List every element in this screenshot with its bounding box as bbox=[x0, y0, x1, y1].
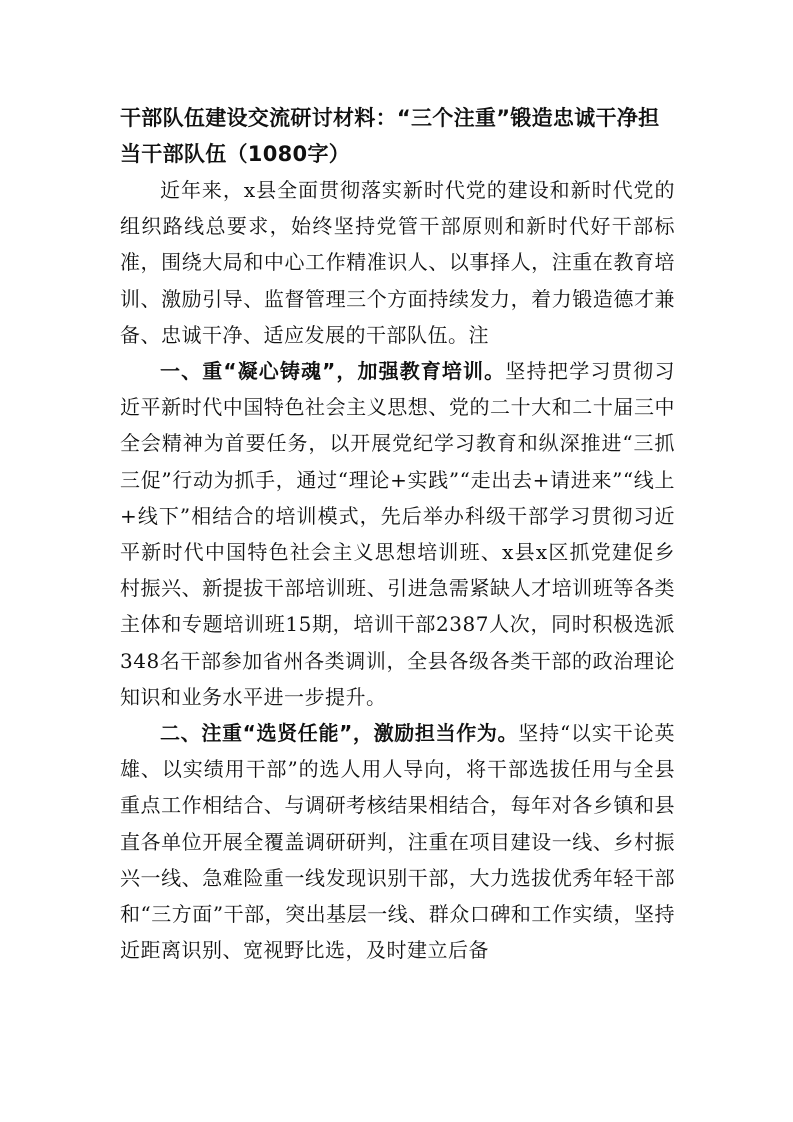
section-one-heading: 一、重“凝心铸魂”，加强教育培训。 bbox=[160, 359, 506, 384]
intro-paragraph bbox=[120, 172, 675, 353]
section-two-text: 坚持“以实干论英雄、以实绩用干部”的选人用人导向，将干部选拔任用与全县重点工作相结合、与调研考核结果相结合，每年对各乡镇和县直各单位开展全覆盖调研研判，注重在项目建设一线、乡村振兴一线、急难险重一线发现识别干部，大力选拔优秀年轻干部和“三方面”干部，突出基层一线、群众口碑和工作实绩，坚持近距离识别、宽视野比选，及时建立后备 bbox=[120, 721, 675, 963]
section-one-paragraph bbox=[120, 353, 675, 715]
section-two-paragraph bbox=[120, 715, 675, 968]
section-one-text: 坚持把学习贯彻习近平新时代中国特色社会主义思想、党的二十大和二十届三中全会精神为首要任务，以开展党纪学习教育和纵深推进“三抓三促”行动为抓手，通过“理论+实践”“走出去+请进来”“线上+线下”相结合的培训模式，先后举办科级干部学习贯彻习近平新时代中国特色社会主义思想培训班、x县x区抓党建促乡村振兴、新提拔干部培训班、引进急需紧缺人才培训班等各类主体和专题培训班15期，培训干部2387人次，同时积极选派348名干部参加省州各类调训，全县各级各类干部的政治理论知识和业务水平进一步提升。 bbox=[120, 359, 676, 709]
section-two-heading: 二、注重“选贤任能”，激励担当作为。 bbox=[160, 721, 519, 746]
document-title: 干部队伍建设交流研讨材料：“三个注重”锻造忠诚干净担当干部队伍（1080字） bbox=[120, 106, 660, 166]
intro-text: 近年来，x县全面贯彻落实新时代党的建设和新时代党的组织路线总要求，始终坚持党管干部原则和新时代好干部标准，围绕大局和中心工作精准识人、以事择人，注重在教育培训、激励引导、监督管理三个方面持续发力，着力锻造德才兼备、忠诚干净、适应发展的干部队伍。注 bbox=[120, 178, 675, 347]
document-body bbox=[120, 100, 675, 968]
